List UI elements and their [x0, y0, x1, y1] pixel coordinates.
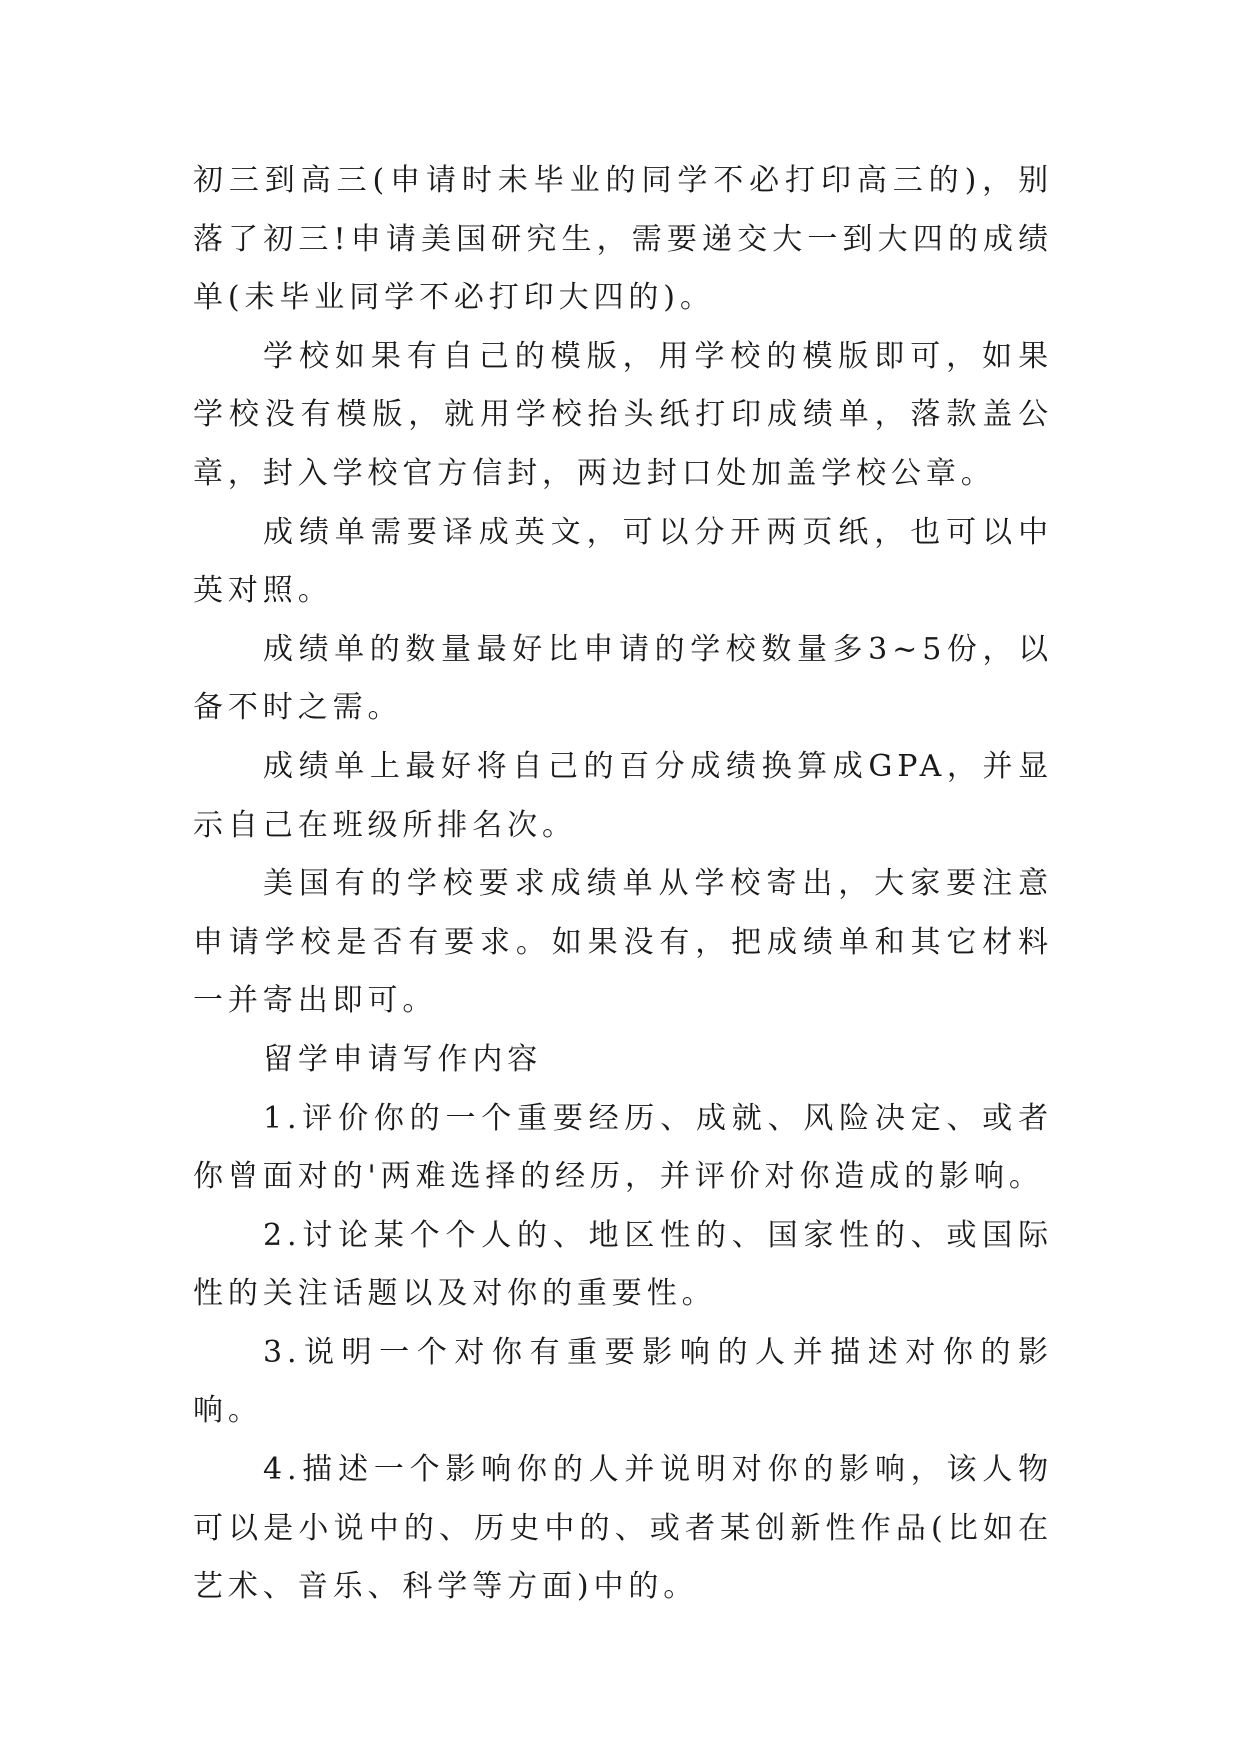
list-item-2: 2.讨论某个个人的、地区性的、国家性的、或国际性的关注话题以及对你的重要性。	[193, 1217, 1053, 1312]
document-body	[193, 152, 1053, 1617]
list-item-1: 1.评价你的一个重要经历、成就、风险决定、或者你曾面对的'两难选择的经历，并评价对你造成的影响。	[193, 1100, 1053, 1195]
paragraph-gpa-conversion: 成绩单上最好将自己的百分成绩换算成GPA，并显示自己在班级所排名次。	[193, 748, 1053, 843]
paragraph-transcript-quantity: 成绩单的数量最好比申请的学校数量多3~5份，以备不时之需。	[193, 631, 1053, 726]
list-item-3: 3.说明一个对你有重要影响的人并描述对你的影响。	[193, 1334, 1053, 1429]
paragraph-mailing-requirements: 美国有的学校要求成绩单从学校寄出，大家要注意申请学校是否有要求。如果没有，把成绩单和其它材料一并寄出即可。	[193, 866, 1053, 1019]
paragraph-english-translation: 成绩单需要译成英文，可以分开两页纸，也可以中英对照。	[193, 514, 1053, 609]
paragraph-school-template: 学校如果有自己的模版，用学校的模版即可，如果学校没有模版，就用学校抬头纸打印成绩单，落款盖公章，封入学校官方信封，两边封口处加盖学校公章。	[193, 338, 1053, 491]
paragraph-transcript-grades: 初三到高三(申请时未毕业的同学不必打印高三的)，别落了初三!申请美国研究生，需要递交大一到大四的成绩单(未毕业同学不必打印大四的)。	[193, 163, 1053, 316]
list-item-4: 4.描述一个影响你的人并说明对你的影响，该人物可以是小说中的、历史中的、或者某创新性作品(比如在艺术、音乐、科学等方面)中的。	[193, 1452, 1053, 1605]
section-heading-writing-content: 留学申请写作内容	[263, 1041, 543, 1077]
